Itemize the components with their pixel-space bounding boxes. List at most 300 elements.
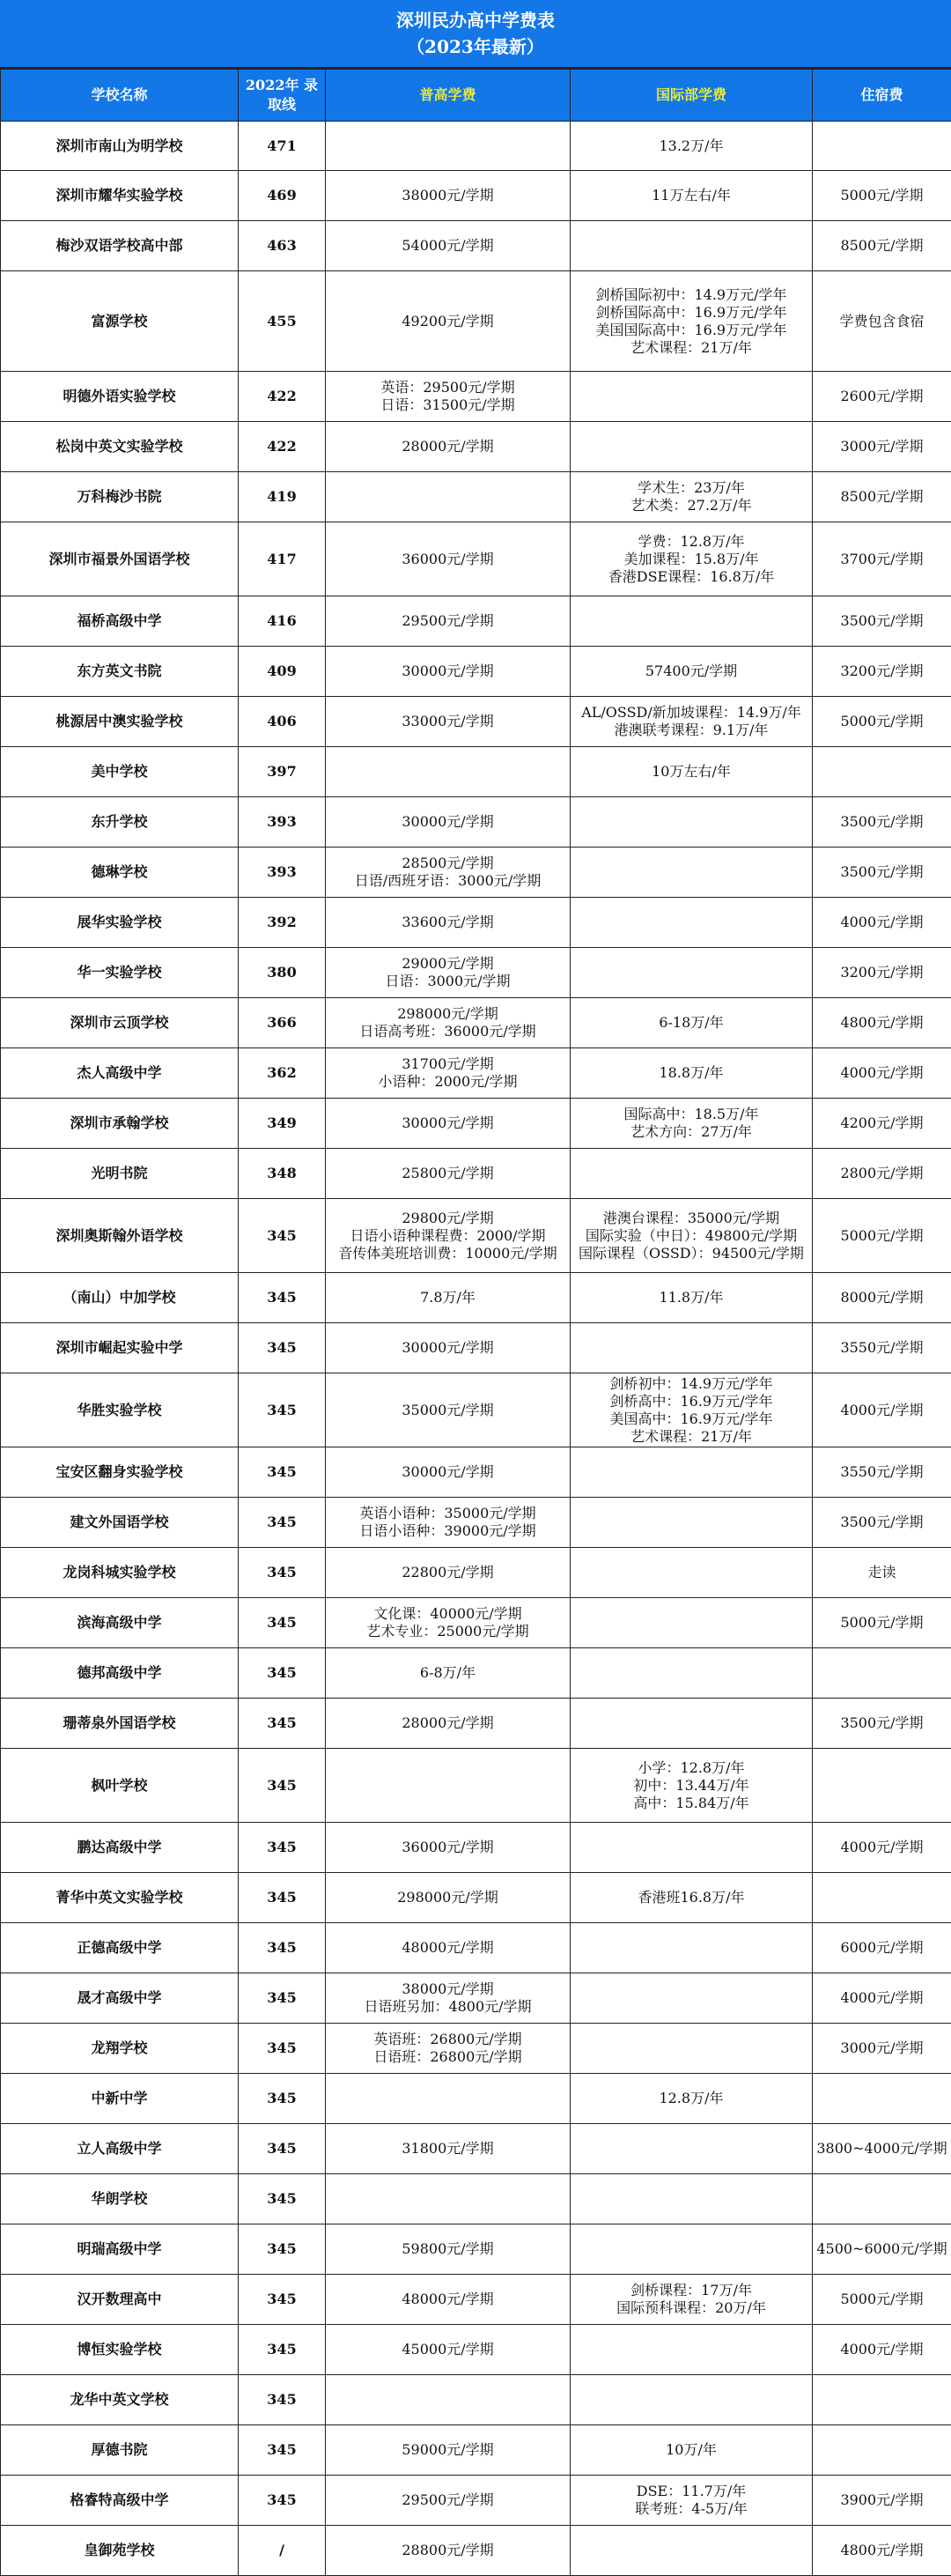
cell-text: 345 [267,2039,296,2056]
cell-text: 345 [267,1402,296,1418]
cell-line: 4000元/学期 [816,2341,947,2358]
table-row [1,2224,951,2275]
cell-line: 10万左右/年 [574,763,808,781]
regular-fee-cell [326,1823,571,1873]
score-cell [239,797,326,848]
cell-line: 7.8万/年 [329,1289,566,1307]
school-name-cell [1,2174,239,2224]
cell-text: 皇御苑学校 [84,2542,154,2558]
cell-line: 美国高中：16.9万元/学年 [574,1410,808,1428]
table-row [1,1498,951,1548]
housing-fee-cell [813,1548,951,1598]
cell-text: 469 [267,187,296,204]
cell-line: 13.2万/年 [574,137,808,155]
intl-fee-cell [571,848,813,898]
cell-line: 日语班另加：4800元/学期 [329,1998,566,2016]
score-cell [239,271,326,372]
title-main: 深圳民办高中学费表 [396,7,555,33]
intl-fee-cell [571,1273,813,1323]
intl-fee-cell [571,747,813,797]
cell-text: 345 [267,2291,296,2307]
cell-line: 30000元/学期 [329,663,566,680]
cell-line: 3550元/学期 [816,1339,947,1357]
school-name-cell [1,2526,239,2576]
cell-text: 龙翔学校 [91,2039,147,2056]
cell-line: 学费包含食宿 [816,313,947,330]
cell-line: 8500元/学期 [816,237,947,255]
cell-line: 3200元/学期 [816,964,947,981]
school-name-cell [1,271,239,372]
housing-fee-cell [813,1648,951,1699]
table-row [1,797,951,848]
table-row [1,372,951,422]
score-cell [239,1923,326,1973]
table-row [1,2325,951,2375]
score-cell [239,2074,326,2124]
housing-fee-cell [813,1149,951,1199]
housing-fee-cell [813,1199,951,1273]
regular-fee-cell [326,372,571,422]
cell-text: / [279,2542,284,2558]
cell-line: AL/OSSD/新加坡课程：14.9万/年 [574,704,808,722]
score-cell [239,2375,326,2425]
school-name-cell [1,122,239,171]
cell-line: 香港DSE课程：16.8万/年 [574,568,808,586]
regular-fee-cell [326,1373,571,1447]
score-cell [239,1548,326,1598]
housing-fee-cell [813,1373,951,1447]
housing-fee-cell [813,2224,951,2275]
regular-fee-cell [326,472,571,522]
cell-text: 枫叶学校 [91,1777,147,1794]
intl-fee-cell [571,1323,813,1373]
cell-line: 5000元/学期 [816,713,947,730]
regular-fee-cell [326,1149,571,1199]
school-name-cell [1,898,239,948]
school-name-cell [1,697,239,747]
cell-text: 深圳市南山为明学校 [55,137,182,154]
cell-line: 3900元/学期 [816,2491,947,2509]
cell-line: 国际课程（OSSD）：94500元/学期 [574,1245,808,1262]
school-name-cell [1,1923,239,1973]
cell-line: 音传体美班培训费：10000元/学期 [329,1245,566,1262]
cell-text: 富源学校 [91,313,147,329]
score-cell [239,2174,326,2224]
score-cell [239,1199,326,1273]
cell-line: 59800元/学期 [329,2240,566,2258]
intl-fee-cell [571,2375,813,2425]
cell-line: 5000元/学期 [816,187,947,204]
regular-fee-cell [326,697,571,747]
intl-fee-cell [571,2224,813,2275]
score-cell [239,1823,326,1873]
intl-fee-cell [571,2275,813,2325]
cell-line: 走读 [816,1564,947,1581]
cell-text: 万科梅沙书院 [77,488,161,505]
school-name-cell [1,522,239,596]
cell-line: 3500元/学期 [816,612,947,630]
school-name-cell [1,848,239,898]
cell-text: 416 [267,612,296,629]
cell-line: 8000元/学期 [816,1289,947,1307]
intl-fee-cell [571,1373,813,1447]
score-cell [239,1323,326,1373]
housing-fee-cell [813,372,951,422]
cell-text: 杰人高级中学 [77,1064,161,1081]
regular-fee-cell [326,1323,571,1373]
school-name-cell [1,1199,239,1273]
table-row [1,596,951,647]
score-cell [239,1973,326,2024]
table-row [1,697,951,747]
regular-fee-cell [326,898,571,948]
score-cell [239,596,326,647]
cell-line: 36000元/学期 [329,551,566,568]
school-name-cell [1,1373,239,1447]
housing-fee-cell [813,1973,951,2024]
cell-line: 28000元/学期 [329,1714,566,1732]
regular-fee-cell [326,1199,571,1273]
cell-text: 471 [267,137,296,154]
regular-fee-cell [326,221,571,271]
cell-line: 38000元/学期 [329,187,566,204]
intl-fee-cell [571,2074,813,2124]
cell-line: 高中：15.84万/年 [574,1795,808,1812]
table-row [1,221,951,271]
cell-line: 49200元/学期 [329,313,566,330]
school-name-cell [1,2275,239,2325]
score-cell [239,1598,326,1648]
cell-line: 29000元/学期 [329,955,566,973]
cell-line: 英语班：26800元/学期 [329,2031,566,2048]
cell-text: 晟才高级中学 [77,1989,161,2006]
intl-fee-cell [571,697,813,747]
school-name-cell [1,797,239,848]
intl-fee-cell [571,1648,813,1699]
score-cell [239,1699,326,1749]
housing-fee-cell [813,1873,951,1923]
cell-text: 345 [267,1714,296,1731]
cell-line: 11.8万/年 [574,1289,808,1307]
intl-fee-cell [571,2124,813,2174]
score-cell [239,522,326,596]
header-score-line2: 录取线 [268,77,318,113]
cell-text: 419 [267,488,296,505]
cell-text: 博恒实验学校 [77,2341,161,2358]
cell-line: 艺术专业：25000元/学期 [329,1623,566,1640]
regular-fee-cell [326,2224,571,2275]
cell-line: 日语/西班牙语：3000元/学期 [329,872,566,890]
regular-fee-cell [326,747,571,797]
regular-fee-cell [326,2476,571,2526]
regular-fee-cell [326,2275,571,2325]
score-cell [239,1373,326,1447]
header-score [239,70,326,122]
table-title [0,0,951,69]
cell-text: 409 [267,663,296,679]
table-row [1,647,951,697]
table-row [1,2425,951,2476]
cell-line: 3500元/学期 [816,863,947,881]
cell-text: 汉开数理高中 [77,2291,161,2307]
intl-fee-cell [571,1048,813,1099]
intl-fee-cell [571,422,813,472]
regular-fee-cell [326,1749,571,1823]
regular-fee-cell [326,171,571,221]
housing-fee-cell [813,171,951,221]
housing-fee-cell [813,596,951,647]
table-row [1,1447,951,1498]
cell-text: 梅沙双语学校高中部 [55,237,182,254]
cell-text: 深圳奥斯翰外语学校 [55,1227,182,1244]
cell-text: 鹏达高级中学 [77,1839,161,1855]
cell-line: 美国国际高中：16.9万元/学年 [574,322,808,339]
cell-line: 45000元/学期 [329,2341,566,2358]
regular-fee-cell [326,2174,571,2224]
cell-text: 珊蒂泉外国语学校 [63,1714,175,1731]
school-name-cell [1,2325,239,2375]
cell-text: 345 [267,2491,296,2508]
table-row [1,522,951,596]
regular-fee-cell [326,1598,571,1648]
cell-text: 深圳市耀华实验学校 [55,187,182,204]
regular-fee-cell [326,1973,571,2024]
cell-text: 厚德书院 [91,2441,147,2458]
cell-line: 香港班16.8万/年 [574,1889,808,1906]
school-name-cell [1,1273,239,1323]
score-cell [239,848,326,898]
school-name-cell [1,1973,239,2024]
cell-text: 345 [267,2140,296,2157]
table-row [1,2476,951,2526]
intl-fee-cell [571,2526,813,2576]
cell-text: 345 [267,1463,296,1480]
school-name-cell [1,998,239,1048]
score-cell [239,998,326,1048]
cell-text: 桃源居中澳实验学校 [55,713,182,729]
housing-fee-cell [813,271,951,372]
cell-line: 18.8万/年 [574,1064,808,1082]
school-name-cell [1,1323,239,1373]
cell-line: 剑桥初中：14.9万元/学年 [574,1375,808,1393]
cell-line: 3200元/学期 [816,663,947,680]
cell-text: 366 [267,1014,296,1031]
score-cell [239,122,326,171]
table-row [1,1273,951,1323]
housing-fee-cell [813,2425,951,2476]
cell-text: 406 [267,713,296,729]
regular-fee-cell [326,1648,571,1699]
cell-line: 英语：29500元/学期 [329,379,566,396]
title-sub: （2023年最新） [407,33,544,60]
cell-text: 345 [267,1889,296,1906]
cell-text: 345 [267,1564,296,1580]
cell-line: 35000元/学期 [329,1402,566,1419]
header-score-line1: 2022年 [246,77,299,93]
cell-text: 深圳市承翰学校 [70,1114,168,1131]
cell-line: 38000元/学期 [329,1980,566,1998]
cell-line: 22800元/学期 [329,1564,566,1581]
cell-line: 30000元/学期 [329,1463,566,1481]
cell-line: 小学：12.8万/年 [574,1759,808,1777]
cell-text: 345 [267,2240,296,2257]
housing-fee-cell [813,2375,951,2425]
cell-line: 港澳台课程：35000元/学期 [574,1210,808,1227]
intl-fee-cell [571,1598,813,1648]
regular-fee-cell [326,271,571,372]
cell-text: 华胜实验学校 [77,1402,161,1418]
cell-line: 日语班：26800元/学期 [329,2048,566,2066]
housing-fee-cell [813,1923,951,1973]
cell-line: 6-18万/年 [574,1014,808,1032]
table-row [1,1373,951,1447]
school-name-cell [1,2476,239,2526]
cell-text: 松岗中英文实验学校 [55,438,182,455]
regular-fee-cell [326,1099,571,1149]
cell-text: 明德外语实验学校 [63,388,175,404]
cell-line: 国际预科课程：20万/年 [574,2299,808,2317]
intl-fee-cell [571,1823,813,1873]
cell-text: 393 [267,813,296,830]
table-body [1,122,951,2576]
housing-fee-cell [813,2476,951,2526]
table-row [1,2074,951,2124]
regular-fee-cell [326,1699,571,1749]
cell-line: 日语小语种：39000元/学期 [329,1522,566,1540]
cell-line: 31700元/学期 [329,1055,566,1073]
cell-line: 4000元/学期 [816,1839,947,1856]
cell-line: 33600元/学期 [329,914,566,931]
score-cell [239,647,326,697]
cell-line: 4000元/学期 [816,1064,947,1082]
school-name-cell [1,2425,239,2476]
header-regular-fee: 普高学费 [326,70,571,122]
cell-line: 国际实验（中日）：49800元/学期 [574,1227,808,1245]
school-name-cell [1,1598,239,1648]
cell-line: 2600元/学期 [816,388,947,405]
cell-text: 348 [267,1165,296,1181]
score-cell [239,422,326,472]
cell-line: 学费：12.8万/年 [574,533,808,551]
cell-text: （南山）中加学校 [63,1289,175,1306]
cell-line: 3550元/学期 [816,1463,947,1481]
table-row [1,472,951,522]
cell-text: 463 [267,237,296,254]
housing-fee-cell [813,2024,951,2074]
cell-text: 宝安区翻身实验学校 [55,1463,182,1480]
school-name-cell [1,1498,239,1548]
table-row [1,1048,951,1099]
housing-fee-cell [813,2325,951,2375]
housing-fee-cell [813,2074,951,2124]
cell-text: 菁华中英文实验学校 [55,1889,182,1906]
cell-line: 学术生：23万/年 [574,479,808,497]
cell-text: 345 [267,2391,296,2408]
cell-text: 龙岗科城实验学校 [63,1564,175,1580]
housing-fee-cell [813,797,951,848]
intl-fee-cell [571,522,813,596]
table-row [1,948,951,998]
cell-line: 联考班：4-5万/年 [574,2500,808,2518]
regular-fee-cell [326,2024,571,2074]
housing-fee-cell [813,522,951,596]
cell-line: 4000元/学期 [816,914,947,931]
school-name-cell [1,2124,239,2174]
table-row [1,2174,951,2224]
cell-text: 正德高级中学 [77,1939,161,1956]
intl-fee-cell [571,1447,813,1498]
school-name-cell [1,1749,239,1823]
cell-line: 5000元/学期 [816,2291,947,2308]
header-housing-fee: 住宿费 [813,70,951,122]
cell-line: 28500元/学期 [329,855,566,872]
school-name-cell [1,948,239,998]
cell-text: 345 [267,2090,296,2106]
score-cell [239,2476,326,2526]
cell-text: 345 [267,1614,296,1631]
cell-line: 小语种：2000元/学期 [329,1073,566,1091]
school-name-cell [1,1149,239,1199]
cell-line: 3500元/学期 [816,1714,947,1732]
intl-fee-cell [571,647,813,697]
regular-fee-cell [326,2124,571,2174]
housing-fee-cell [813,122,951,171]
housing-fee-cell [813,1749,951,1823]
score-cell [239,1749,326,1823]
cell-line: 3700元/学期 [816,551,947,568]
intl-fee-cell [571,2425,813,2476]
score-cell [239,2275,326,2325]
cell-text: 345 [267,1664,296,1681]
cell-line: 8500元/学期 [816,488,947,506]
cell-line: 54000元/学期 [329,237,566,255]
intl-fee-cell [571,2174,813,2224]
table-row [1,1699,951,1749]
school-name-cell [1,2224,239,2275]
cell-text: 格睿特高级中学 [70,2491,168,2508]
cell-line: 10万/年 [574,2441,808,2459]
intl-fee-cell [571,271,813,372]
intl-fee-cell [571,1973,813,2024]
housing-fee-cell [813,747,951,797]
cell-line: 30000元/学期 [329,813,566,831]
cell-line: 4000元/学期 [816,1402,947,1419]
regular-fee-cell [326,1447,571,1498]
fee-table [0,69,951,2576]
housing-fee-cell [813,1323,951,1373]
cell-text: 380 [267,964,296,981]
intl-fee-cell [571,1548,813,1598]
score-cell [239,2124,326,2174]
intl-fee-cell [571,472,813,522]
housing-fee-cell [813,1273,951,1323]
score-cell [239,948,326,998]
regular-fee-cell [326,797,571,848]
housing-fee-cell [813,647,951,697]
table-row [1,1973,951,2024]
table-row [1,2375,951,2425]
score-cell [239,1447,326,1498]
cell-text: 东方英文书院 [77,663,161,679]
table-row [1,1873,951,1923]
cell-line: 剑桥高中：16.9万元/学年 [574,1393,808,1410]
cell-text: 345 [267,1289,296,1306]
table-row [1,848,951,898]
cell-text: 349 [267,1114,296,1131]
cell-text: 展华实验学校 [77,914,161,930]
table-row [1,2024,951,2074]
cell-line: 剑桥国际高中：16.9万元/学年 [574,304,808,322]
